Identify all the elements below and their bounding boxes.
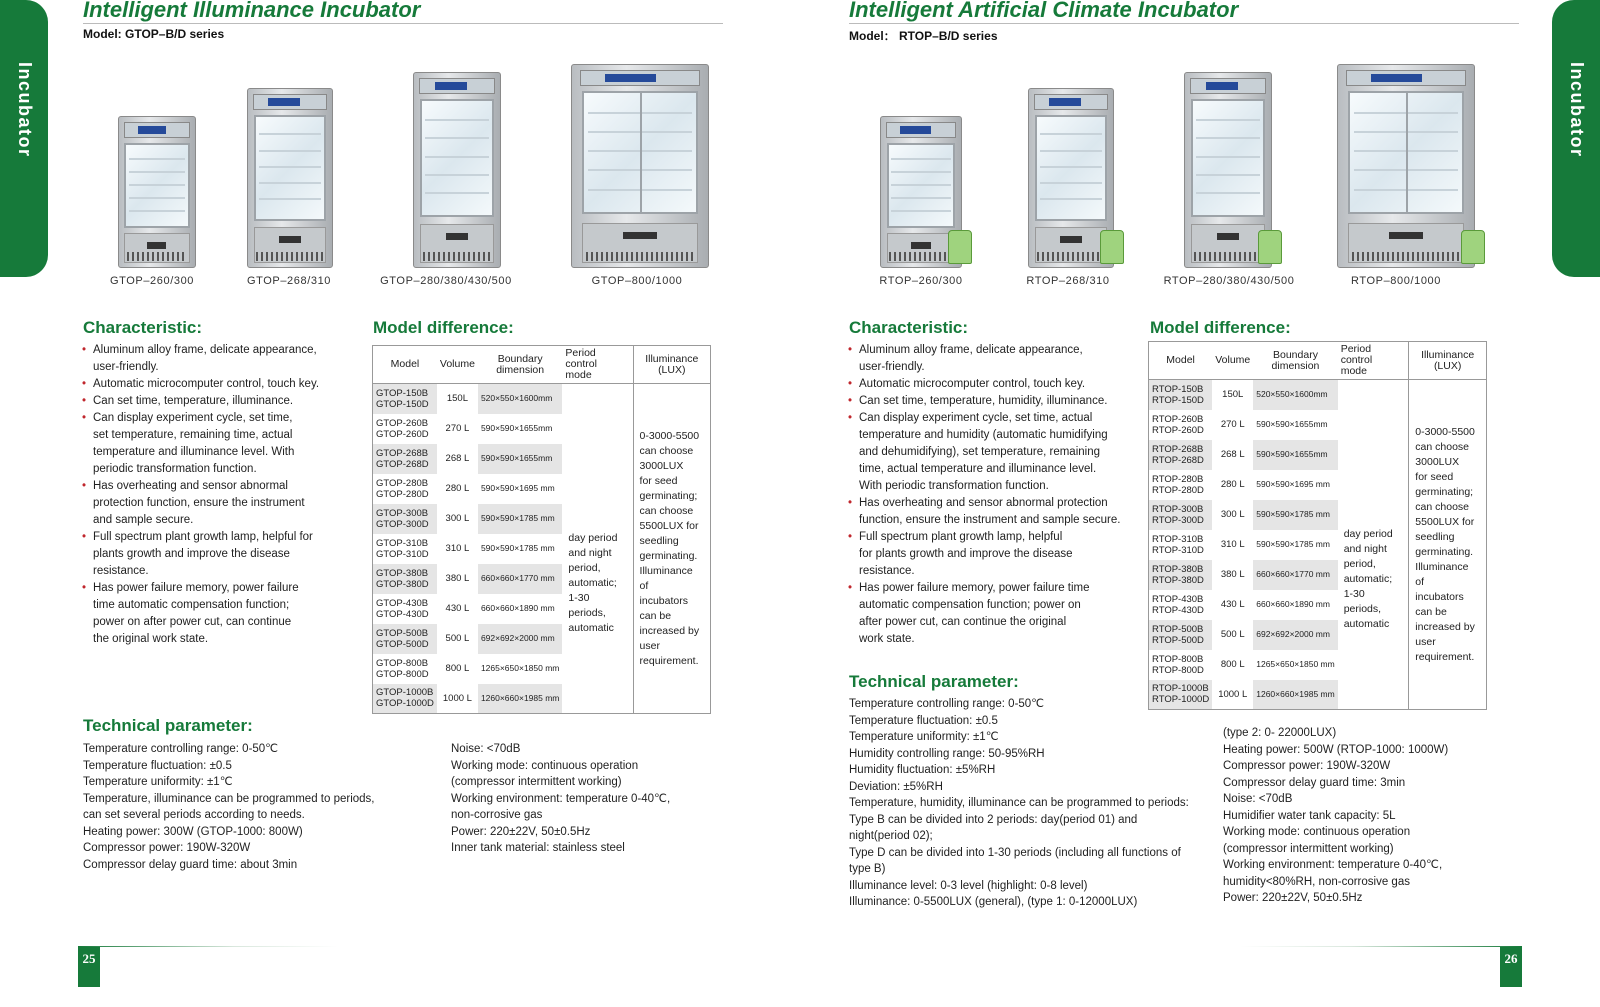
characteristic-item	[848, 410, 1148, 495]
shelf	[1040, 133, 1103, 135]
dimension-cell: 590×590×1655mm	[480, 423, 553, 433]
shelf	[259, 166, 322, 168]
tech-params-right-col1	[849, 696, 1189, 911]
dimension-cell: 660×660×1890 mm	[1256, 599, 1330, 609]
model-cell: RTOP-268B RTOP-268D	[1149, 440, 1213, 470]
tech-param-line: Compressor delay guard time: 3min	[1223, 776, 1406, 789]
model-cell: GTOP-1000B GTOP-1000D	[373, 684, 437, 714]
period-control-cell: day period and night period, automatic; 1-30 periods, automatic	[568, 532, 618, 634]
control-unit	[446, 233, 468, 240]
tech-param-line: Type B can be divided into 2 periods: day(period 01) and	[849, 813, 1138, 826]
dimension-cell: 1265×650×1850 mm	[1256, 659, 1335, 669]
shelf	[1196, 137, 1260, 139]
model-cell: RTOP-300B RTOP-300D	[1149, 500, 1213, 530]
shelf	[259, 198, 322, 200]
footer-rule-left	[78, 946, 338, 947]
volume-cell: 150L	[446, 393, 468, 405]
volume-cell: 430 L	[445, 603, 470, 614]
control-panel	[253, 94, 327, 110]
tech-param-line: Illuminance level: 0-3 level (highlight: 0-8 level)	[849, 879, 1088, 892]
dimension-cell: 1260×660×1985 mm	[478, 684, 562, 714]
shelf	[1196, 156, 1260, 158]
glass-door	[1035, 115, 1107, 221]
door-divider	[1406, 91, 1408, 214]
model-cell: RTOP-280B RTOP-280D	[1152, 473, 1204, 496]
characteristic-line: With periodic transformation function.	[859, 480, 1049, 492]
characteristic-line: for plants growth and improve the disease	[859, 548, 1073, 560]
incubator-image	[247, 88, 333, 268]
characteristic-line: • Has power failure memory, power failure time	[859, 582, 1090, 594]
dimension-cell: 590×590×1785 mm	[1256, 539, 1330, 549]
shelf	[1040, 150, 1103, 152]
tech-param-line: Temperature uniformity: ±1℃	[83, 776, 233, 788]
control-unit	[279, 236, 300, 243]
control-panel	[886, 122, 956, 138]
characteristic-line: user-friendly.	[859, 361, 925, 373]
characteristic-line: work state.	[859, 633, 915, 645]
characteristic-line: • Can set time, temperature, humidity, illuminance.	[859, 395, 1108, 407]
display-screen	[435, 82, 467, 90]
title-rule-right	[849, 23, 1519, 24]
table-header: Model	[1149, 342, 1213, 380]
shelf	[1196, 192, 1260, 194]
characteristic-line: and dehumidifying), set temperature, remaining	[859, 446, 1100, 458]
glass-door	[887, 143, 956, 228]
tech-param-line: can set several periods according to needs.	[83, 809, 305, 821]
glass-door	[124, 143, 189, 228]
page-title-right: Intelligent Artificial Climate Incubator	[849, 0, 1239, 22]
table-header: Period control mode	[562, 346, 633, 384]
characteristic-item	[848, 393, 1148, 410]
vent-grille	[586, 252, 695, 261]
door-divider	[640, 91, 642, 214]
incubator-image	[118, 116, 196, 268]
characteristic-item	[82, 410, 352, 478]
tech-param-line: Type D can be divided into 1-30 periods (including all functions of	[849, 846, 1181, 859]
shelf	[259, 182, 322, 184]
model-cell: GTOP-380B GTOP-380D	[373, 564, 437, 594]
page-number-left: 25	[78, 947, 100, 987]
characteristic-line: • Can display experiment cycle, set time, actual	[859, 412, 1093, 424]
model-cell: RTOP-500B RTOP-500D	[1149, 620, 1213, 650]
characteristic-line: time, actual temperature and illuminance level.	[859, 463, 1097, 475]
table-header: Model	[373, 346, 437, 384]
shelf	[425, 174, 489, 176]
shelf	[129, 197, 185, 199]
tech-params-left-col1	[83, 741, 374, 873]
shelf	[891, 210, 951, 212]
table-header: Volume	[437, 346, 478, 384]
characteristic-line: and sample secure.	[93, 514, 194, 526]
dimension-cell: 520×550×1600mm	[1253, 380, 1337, 410]
shelf	[1040, 166, 1103, 168]
tech-param-line: Temperature uniformity: ±1℃	[849, 731, 999, 743]
model-difference-heading-left: Model difference:	[373, 318, 514, 337]
characteristic-line: protection function, ensure the instrument	[93, 497, 305, 509]
characteristic-line: • Full spectrum plant growth lamp, helpful for	[93, 531, 313, 543]
dimension-cell: 660×660×1890 mm	[480, 603, 555, 613]
characteristic-line: • Aluminum alloy frame, delicate appearance,	[859, 344, 1083, 356]
section-tab-label: Incubator	[1567, 62, 1587, 158]
characteristic-line: • Has power failure memory, power failure	[93, 582, 299, 594]
volume-cell: 800 L	[1220, 659, 1245, 670]
tech-param-line: Working environment: temperature 0-40℃,	[451, 792, 671, 805]
characteristic-heading-left: Characteristic:	[83, 318, 203, 337]
dimension-cell: 1260×660×1985 mm	[1253, 680, 1337, 710]
incubator-image	[1337, 64, 1475, 268]
control-panel	[1190, 78, 1266, 94]
model-cell: RTOP-1000B RTOP-1000D	[1149, 680, 1213, 710]
volume-cell: 300 L	[445, 513, 470, 524]
product-name: GTOP–280/380/430/500	[380, 275, 512, 287]
shelf	[425, 137, 489, 139]
control-panel	[1034, 94, 1108, 110]
volume-cell: 310 L	[1220, 539, 1245, 550]
characteristic-line: • Has overheating and sensor abnormal	[93, 480, 288, 492]
vent-grille	[1037, 252, 1104, 261]
glass-door	[1191, 99, 1265, 217]
characteristic-line: • Aluminum alloy frame, delicate appearance,	[93, 344, 317, 356]
characteristic-item	[848, 342, 1148, 376]
tech-param-line: Compressor delay guard time: about 3min	[83, 858, 298, 871]
tech-param-line: Noise: <70dB	[1223, 793, 1293, 805]
display-screen	[1049, 98, 1081, 106]
control-unit	[1060, 236, 1081, 243]
model-cell: RTOP-310B RTOP-310D	[1152, 533, 1204, 556]
dimension-cell: 590×590×1785 mm	[478, 504, 562, 534]
shelf	[891, 184, 951, 186]
volume-cell: 270 L	[1220, 419, 1245, 430]
control-panel	[580, 70, 700, 86]
characteristic-line: after power cut, can continue the original	[859, 616, 1067, 628]
characteristic-line: • Can set time, temperature, illuminance.	[93, 395, 294, 407]
section-tab-left	[0, 0, 48, 277]
characteristic-line: temperature and humidity (automatic humidifying	[859, 429, 1108, 441]
table-header: Illuminance (LUX)	[633, 346, 710, 384]
tech-param-line: Compressor power: 190W-320W	[83, 842, 251, 854]
humidifier-bottle	[948, 230, 972, 264]
tech-param-line: Temperature fluctuation: ±0.5	[849, 714, 998, 727]
model-cell: GTOP-260B GTOP-260D	[376, 417, 429, 440]
model-cell: RTOP-430B RTOP-430D	[1152, 593, 1204, 616]
shelf	[425, 119, 489, 121]
tech-param-line: (type 2: 0- 22000LUX)	[1223, 727, 1337, 739]
characteristic-line: the original work state.	[93, 633, 209, 645]
product-name: GTOP–800/1000	[591, 275, 683, 287]
model-table-right	[1148, 341, 1487, 710]
dimension-cell: 590×590×1695 mm	[480, 483, 555, 493]
display-screen	[605, 74, 657, 82]
model-cell: RTOP-800B RTOP-800D	[1152, 653, 1204, 676]
incubator-image	[413, 72, 501, 268]
display-screen	[138, 126, 167, 134]
volume-cell: 500 L	[445, 633, 470, 644]
tech-param-line: Temperature controlling range: 0-50℃	[83, 743, 279, 755]
characteristic-item	[848, 495, 1148, 529]
characteristic-line: function, ensure the instrument and sample secure.	[859, 514, 1121, 526]
glass-door	[420, 99, 494, 217]
illuminance-cell: 0-3000-5500 can choose 3000LUX for seed germinating; can choose 5500LUX for seedling germinating. Illuminance of incubators can be increased by user requirement.	[633, 384, 710, 714]
dimension-cell: 590×590×1655mm	[1256, 419, 1328, 429]
tech-param-line: Power: 220±22V, 50±0.5Hz	[1223, 892, 1363, 904]
tech-param-line: (compressor intermittent working)	[451, 776, 622, 788]
characteristic-line: plants growth and improve the disease	[93, 548, 290, 560]
volume-cell: 150L	[1222, 389, 1244, 401]
characteristic-item	[82, 580, 352, 648]
volume-cell: 280 L	[445, 483, 470, 494]
characteristic-item	[82, 376, 352, 393]
volume-cell: 268 L	[445, 453, 470, 464]
table-header: Period control mode	[1338, 342, 1409, 380]
shelf	[891, 158, 951, 160]
characteristic-item	[82, 342, 352, 376]
characteristic-line: resistance.	[93, 565, 149, 577]
characteristic-line: • Automatic microcomputer control, touch key.	[93, 378, 320, 390]
tech-param-line: Deviation: ±5%RH	[849, 780, 943, 793]
characteristic-item	[848, 529, 1148, 580]
display-screen	[1206, 82, 1238, 90]
shelf	[891, 197, 951, 199]
tech-params-left-col2	[451, 741, 670, 857]
tech-heading-right: Technical parameter:	[849, 672, 1019, 691]
product-name: RTOP–280/380/430/500	[1163, 275, 1295, 287]
tech-param-line: Humidifier water tank capacity: 5L	[1223, 809, 1396, 822]
control-panel	[124, 122, 191, 138]
tech-heading-left: Technical parameter:	[83, 716, 253, 735]
characteristic-line: user-friendly.	[93, 361, 159, 373]
display-screen	[268, 98, 300, 106]
tech-params-right-col2	[1223, 725, 1448, 907]
tech-param-line: Humidity fluctuation: ±5%RH	[849, 764, 996, 776]
tech-param-line: Temperature fluctuation: ±0.5	[83, 759, 232, 772]
table-header: Illuminance (LUX)	[1409, 342, 1487, 380]
dimension-cell: 660×660×1770 mm	[478, 564, 562, 594]
model-cell: GTOP-800B GTOP-800D	[376, 657, 429, 680]
characteristic-line: time automatic compensation function;	[93, 599, 290, 611]
tech-param-line: Illuminance: 0-5500LUX (general), (type 1: 0-12000LUX)	[849, 896, 1138, 908]
period-control-cell: day period and night period, automatic; 1-30 periods, automatic	[1343, 528, 1393, 630]
display-screen	[900, 126, 930, 134]
tech-param-line: Heating power: 300W (GTOP-1000: 800W)	[83, 825, 303, 838]
model-cell: RTOP-260B RTOP-260D	[1152, 413, 1204, 436]
characteristic-line: resistance.	[859, 565, 915, 577]
model-cell: GTOP-310B GTOP-310D	[376, 537, 429, 560]
tech-param-line: non-corrosive gas	[451, 809, 543, 821]
volume-cell: 300 L	[1220, 509, 1245, 520]
dimension-cell: 520×550×1600mm	[478, 384, 562, 414]
model-cell: GTOP-150B GTOP-150D	[373, 384, 437, 414]
tech-param-line: Compressor power: 190W-320W	[1223, 760, 1391, 772]
tech-param-line: night(period 02);	[849, 830, 933, 842]
model-cell: GTOP-280B GTOP-280D	[376, 477, 429, 500]
volume-cell: 270 L	[445, 423, 470, 434]
dimension-cell: 1265×650×1850 mm	[480, 663, 560, 673]
shelf	[425, 156, 489, 158]
shelf	[129, 158, 185, 160]
tech-param-line: Temperature, humidity, illuminance can be programmed to periods:	[849, 797, 1189, 809]
tech-param-line: Working mode: continuous operation	[451, 759, 639, 772]
incubator-image	[571, 64, 709, 268]
humidifier-bottle	[1461, 230, 1485, 264]
shelf	[1040, 198, 1103, 200]
table-row	[373, 384, 711, 414]
characteristic-line: set temperature, remaining time, actual	[93, 429, 293, 441]
control-panel	[1346, 70, 1466, 86]
model-cell: GTOP-500B GTOP-500D	[373, 624, 437, 654]
tech-param-line: (compressor intermittent working)	[1223, 842, 1394, 855]
footer-rule-right	[1240, 946, 1522, 947]
dimension-cell: 692×692×2000 mm	[478, 624, 562, 654]
volume-cell: 310 L	[445, 543, 470, 554]
table-header: Volume	[1212, 342, 1253, 380]
page-number-right: 26	[1500, 947, 1522, 987]
glass-door	[254, 115, 326, 221]
model-series-right: Model： RTOP–B/D series	[849, 29, 998, 43]
shelf	[1196, 174, 1260, 176]
control-panel	[419, 78, 495, 94]
model-cell: GTOP-268B GTOP-268D	[373, 444, 437, 474]
volume-cell: 430 L	[1220, 599, 1245, 610]
shelf	[1040, 182, 1103, 184]
page-title-left: Intelligent Illuminance Incubator	[83, 0, 421, 22]
model-cell: GTOP-430B GTOP-430D	[376, 597, 429, 620]
characteristic-line: • Full spectrum plant growth lamp, helpful	[859, 531, 1063, 543]
model-series-left: Model: GTOP–B/D series	[83, 27, 225, 41]
characteristic-item	[82, 529, 352, 580]
volume-cell: 500 L	[1220, 629, 1245, 640]
characteristic-item	[848, 580, 1148, 648]
table-row	[1149, 380, 1487, 410]
characteristic-line: • Can display experiment cycle, set time,	[93, 412, 293, 424]
illuminance-cell: 0-3000-5500 can choose 3000LUX for seed germinating; can choose 5500LUX for seedling germinating. Illuminance of incubators can be increased by user requirement.	[1409, 380, 1487, 710]
display-screen	[1371, 74, 1423, 82]
table-header: Boundary dimension	[1253, 342, 1337, 380]
vent-grille	[127, 252, 188, 261]
characteristic-line: • Automatic microcomputer control, touch key.	[859, 378, 1086, 390]
model-cell: RTOP-150B RTOP-150D	[1149, 380, 1213, 410]
product-name: RTOP–800/1000	[1351, 275, 1441, 287]
tech-param-line: Humidity controlling range: 50-95%RH	[849, 747, 1045, 760]
characteristic-item	[82, 393, 352, 410]
model-difference-heading-right: Model difference:	[1150, 318, 1291, 337]
product-name: GTOP–260/300	[109, 275, 195, 287]
characteristic-item	[82, 478, 352, 529]
model-cell: GTOP-300B GTOP-300D	[373, 504, 437, 534]
table-header: Boundary dimension	[478, 346, 562, 384]
tech-param-line: Temperature controlling range: 0-50℃	[849, 698, 1045, 710]
shelf	[129, 210, 185, 212]
control-unit	[911, 242, 931, 249]
volume-cell: 380 L	[445, 573, 470, 584]
tech-param-line: Noise: <70dB	[451, 743, 521, 755]
model-table-left	[372, 345, 711, 714]
product-name: RTOP–260/300	[879, 275, 963, 287]
volume-cell: 1000 L	[1218, 688, 1248, 700]
dimension-cell: 590×590×1785 mm	[1253, 500, 1337, 530]
tech-param-line: Heating power: 500W (RTOP-1000: 1000W)	[1223, 743, 1449, 756]
tech-param-line: Temperature, illuminance can be programmed to periods,	[83, 792, 375, 805]
characteristic-list-left	[82, 342, 352, 648]
characteristic-item	[848, 376, 1148, 393]
shelf	[891, 171, 951, 173]
vent-grille	[1194, 252, 1263, 261]
control-unit	[1217, 233, 1239, 240]
shelf	[129, 184, 185, 186]
characteristic-line: • Has overheating and sensor abnormal protection	[859, 497, 1108, 509]
humidifier-bottle	[1100, 230, 1124, 264]
tech-param-line: Working environment: temperature 0-40℃,	[1223, 859, 1443, 871]
dimension-cell: 590×590×1655mm	[1253, 440, 1337, 470]
tech-param-line: Working mode: continuous operation	[1223, 826, 1411, 838]
tech-param-line: Inner tank material: stainless steel	[451, 842, 625, 854]
volume-cell: 1000 L	[442, 692, 472, 704]
dimension-cell: 660×660×1770 mm	[1253, 560, 1337, 590]
vent-grille	[889, 252, 953, 261]
characteristic-list-right	[848, 342, 1148, 648]
tech-param-line: Power: 220±22V, 50±0.5Hz	[451, 825, 591, 838]
vent-grille	[256, 252, 323, 261]
characteristic-heading-right: Characteristic:	[849, 318, 969, 337]
volume-cell: 800 L	[445, 663, 470, 674]
dimension-cell: 590×590×1695 mm	[1256, 479, 1330, 489]
tech-param-line: type B)	[849, 863, 886, 875]
shelf	[259, 150, 322, 152]
dimension-cell: 590×590×1655mm	[478, 444, 562, 474]
shelf	[425, 192, 489, 194]
section-tab-label: Incubator	[15, 62, 35, 158]
volume-cell: 280 L	[1220, 479, 1245, 490]
vent-grille	[423, 252, 492, 261]
volume-cell: 380 L	[1220, 569, 1245, 580]
characteristic-line: power on after power cut, can continue	[93, 616, 292, 628]
dimension-cell: 590×590×1785 mm	[480, 543, 555, 553]
dimension-cell: 692×692×2000 mm	[1253, 620, 1337, 650]
control-unit	[1389, 232, 1423, 239]
volume-cell: 268 L	[1220, 449, 1245, 460]
control-unit	[147, 242, 166, 249]
humidifier-bottle	[1258, 230, 1282, 264]
characteristic-line: periodic transformation function.	[93, 463, 257, 475]
control-unit	[623, 232, 657, 239]
tech-param-line: humidity<80%RH, non-corrosive gas	[1223, 875, 1410, 888]
title-rule-left	[83, 23, 723, 24]
shelf	[129, 171, 185, 173]
product-name: RTOP–268/310	[1026, 275, 1110, 287]
characteristic-line: automatic compensation function; power on	[859, 599, 1081, 611]
characteristic-line: temperature and illuminance level. With	[93, 446, 295, 458]
product-name: GTOP–268/310	[246, 275, 332, 287]
shelf	[259, 133, 322, 135]
model-cell: RTOP-380B RTOP-380D	[1149, 560, 1213, 590]
vent-grille	[1352, 252, 1461, 261]
shelf	[1196, 119, 1260, 121]
section-tab-right	[1552, 0, 1600, 277]
